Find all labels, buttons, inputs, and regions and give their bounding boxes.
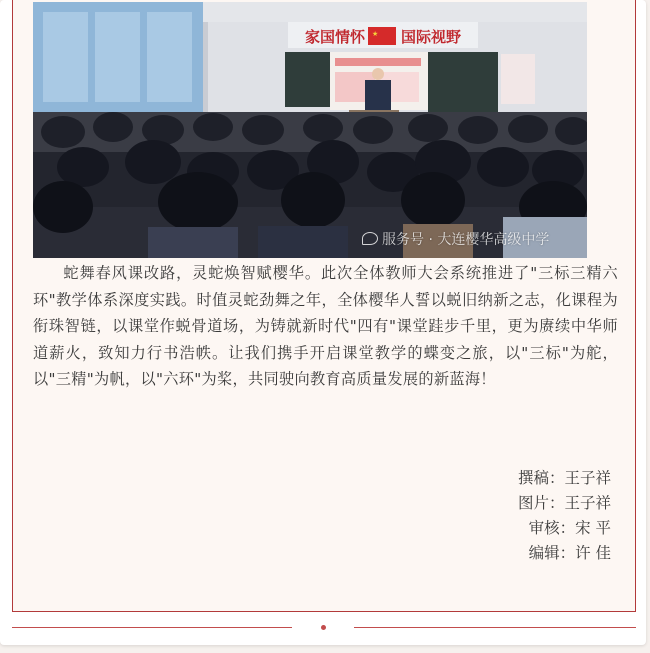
meeting-photo — [33, 2, 587, 258]
credit-reviewer: 审核：宋 平 — [528, 519, 611, 537]
wechat-icon — [362, 232, 378, 245]
watermark — [362, 229, 549, 249]
article-body: 蛇舞春风课改路，灵蛇焕智赋樱华。此次全体教师大会系统推进了"三标三精六环"教学体系深度实践。时值灵蛇劲舞之年，全体樱华人誓以蜕旧纳新之志，化课程为衔珠智链，以课堂作蜕骨道场，为铸就新时代"四有"课堂跬步千里，更为赓续中华师道薪火，致知力行书浩帙。让我们携手开启课堂教学的蝶变之旅，以"三标"为舵，以"三精"为帆，以"六环"为桨，共同驶向教育高质量发展的新蓝海！ — [33, 264, 618, 388]
meeting-photo-image — [33, 2, 587, 258]
watermark-text: 服务号 · 大连樱华高级中学 — [382, 232, 550, 248]
banner-left-text: 家国情怀 — [305, 28, 366, 46]
footer-divider-right — [354, 627, 636, 628]
credit-editor: 编辑：许 佳 — [528, 544, 611, 562]
banner-right-text: 国际视野 — [401, 28, 462, 46]
credits-block — [518, 466, 611, 566]
svg-text:★: ★ — [372, 30, 379, 38]
footer-divider-left — [12, 627, 292, 628]
credit-photo: 图片：王子祥 — [517, 494, 611, 512]
footer-divider-dot — [321, 625, 326, 630]
credit-writer: 撰稿：王子祥 — [517, 469, 611, 487]
